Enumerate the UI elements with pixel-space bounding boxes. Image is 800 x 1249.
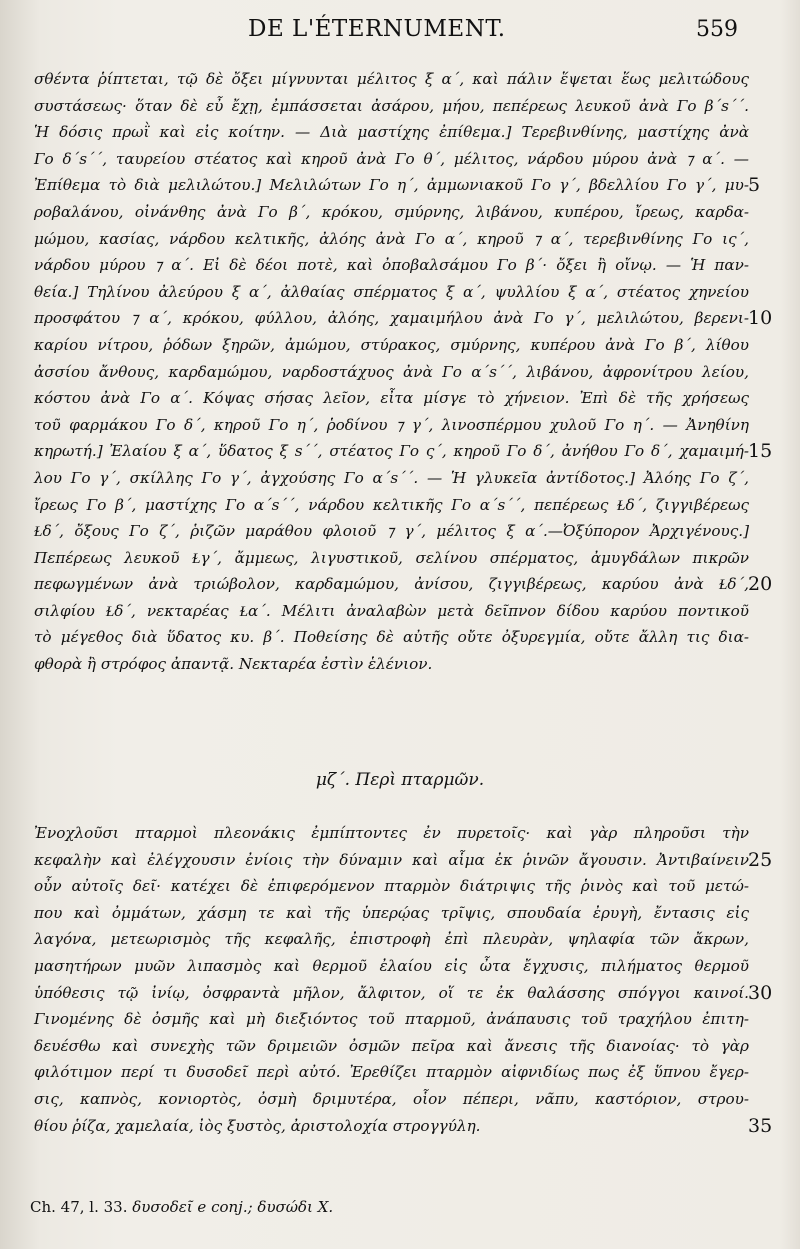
text-line [34, 651, 749, 678]
text-line [34, 226, 749, 253]
text-line [34, 545, 749, 572]
text-line [34, 119, 749, 146]
text-line-content: Γινομένης δὲ ὀσμῆς καὶ μὴ διεξιόντος τοῦ πταρμοῦ, ἀνάπαυσις τοῦ τραχήλου ἐπιτη- [34, 1010, 749, 1029]
text-line-content: Ἐπίθεμα τὸ διὰ μελιλώτου.] Μελιλώτων Γο η΄, ἀμμωνιακοῦ Γο γ΄, βδελλίου Γο γ΄, μυ- [34, 176, 749, 195]
text-line-content: θίου ῥίζα, χαμελαία, ἰὸς ξυστὸς, ἀριστολοχία στρογγύλη. [34, 1116, 481, 1135]
text-line-content: καρίου νίτρου, ῥόδων ξηρῶν, ἀμώμου, στύρακος, σμύρνης, κυπέρου ἀνὰ Γο β΄, λίθου [34, 335, 749, 354]
text-line-content: κόστου ἀνὰ Γο α΄. Κόψας σήσας λεῖον, εἶτα μίσγε τὸ χήνειον. Ἐπὶ δὲ τῆς χρήσεως [34, 389, 749, 408]
text-line-content: σιλφίου Ɫδ΄, νεκταρέας Ɫα΄. Μέλιτι ἀναλαβὼν μετὰ δεῖπνον δίδου καρύου ποντικοῦ [34, 601, 749, 620]
text-line-content: δευέσθω καὶ συνεχὴς τῶν δριμειῶν ὀσμῶν πεῖρα καὶ ἄνεσις τῆς διανοίας· τὸ γὰρ [34, 1036, 749, 1055]
text-line-content: Πεπέρεως λευκοῦ Ɫγ΄, ἄμμεως, λιγυστικοῦ, σελίνου σπέρματος, ἀμυγδάλων πικρῶν [34, 548, 749, 567]
text-line [34, 93, 749, 120]
text-line [34, 305, 773, 332]
text-line-content: μώμου, κασίας, νάρδου κελτικῆς, ἀλόης ἀνὰ Γο α΄, κηροῦ ⁊ α΄, τερεβινθίνης Γο ις΄, [34, 229, 749, 248]
text-line [34, 980, 773, 1007]
text-line [34, 252, 749, 279]
text-line [34, 279, 749, 306]
text-line-content: που καὶ ὀμμάτων, χάσμη τε καὶ τῆς ὑπερῴας τρῖψις, σπουδαία ἐρυγὴ, ἔντασις εἰς [34, 903, 749, 922]
footnote-ref: Ch. 47, l. 33. [30, 1198, 128, 1216]
text-line [34, 438, 773, 465]
text-line-content: τὸ μέγεθος διὰ ὕδατος κυ. β΄. Ποθείσης δὲ αὐτῆς οὔτε ὀξυρεγμία, οὔτε ἄλλη τις δια- [34, 628, 749, 647]
text-line [34, 146, 749, 173]
text-line [34, 359, 749, 386]
line-number: 25 [748, 848, 773, 871]
text-line-content: φθορὰ ἢ στρόφος ἀπαντᾷ. Νεκταρέα ἐστὶν ἑλένιον. [34, 655, 433, 674]
text-line-content: ἴρεως Γο β΄, μαστίχης Γο α΄s΄΄, νάρδου κελτικῆς Γο α΄s΄΄, πεπέρεως Ɫδ΄, ζιγγιβέρεως [34, 495, 749, 514]
line-number: 30 [748, 981, 773, 1004]
text-line-content: πεφωγμένων ἀνὰ τριώβολον, καρδαμώμου, ἀνίσου, ζιγγιβέρεως, καρύου ἀνὰ Ɫδ΄, [34, 575, 749, 594]
text-line [34, 926, 749, 953]
text-line [34, 412, 749, 439]
text-line [34, 66, 749, 93]
text-block-top [34, 66, 773, 678]
text-line [34, 847, 773, 874]
text-line-content: προσφάτου ⁊ α΄, κρόκου, φύλλου, ἀλόης, χαμαιμήλου ἀνὰ Γο γ΄, μελιλώτου, βερενι- [34, 309, 749, 328]
line-number: 20 [748, 573, 773, 596]
text-line-content: συστάσεως· ὅταν δὲ εὖ ἔχῃ, ἐμπάσσεται ἀσάρου, μήου, πεπέρεως λευκοῦ ἀνὰ Γο β΄s΄΄. [34, 96, 749, 115]
text-line-content: νάρδου μύρου ⁊ α΄. Εἰ δὲ δέοι ποτὲ, καὶ ὀποβαλσάμου Γο β΄· ὄξει ἢ οἴνῳ. — Ἡ παν- [34, 256, 749, 275]
text-line-content: οὖν αὐτοῖς δεῖ· κατέχει δὲ ἐπιφερόμενον πταρμὸν διάτριψις τῆς ῥινὸς καὶ τοῦ μετώ- [34, 877, 749, 896]
text-line-content: σθέντα ῥίπτεται, τῷ δὲ ὄξει μίγνυνται μέλιτος ξ α΄, καὶ πάλιν ἕψεται ἕως μελιτώδους [34, 70, 749, 88]
text-line [34, 1059, 749, 1086]
running-title: DE L'ÉTERNUMENT. [248, 16, 506, 42]
text-line-content: Γο δ΄s΄΄, ταυρείου στέατος καὶ κηροῦ ἀνὰ Γο θ΄, μέλιτος, νάρδου μύρου ἀνὰ ⁊ α΄. — [34, 149, 749, 168]
text-line-content: Ἐνοχλοῦσι πταρμοὶ πλεονάκις ἐμπίπτοντες ἐν πυρετοῖς· καὶ γὰρ πληροῦσι τὴν [34, 824, 749, 842]
footnote-text: δυσοδεῖ e conj.; δυσώδι X. [132, 1198, 334, 1216]
text-line-content: σις, καπνὸς, κονιορτὸς, ὀσμὴ δριμυτέρα, οἷον πέπερι, νᾶπυ, καστόριον, στρου- [34, 1089, 749, 1108]
text-line [34, 1086, 749, 1113]
text-line [34, 199, 749, 226]
text-line [34, 598, 749, 625]
text-line-content: ροβαλάνου, οἰνάνθης ἀνὰ Γο β΄, κρόκου, σμύρνης, λιβάνου, κυπέρου, ἴρεως, καρδα- [34, 202, 749, 221]
text-line [34, 385, 749, 412]
text-line-content: θεία.] Τηλίνου ἀλεύρου ξ α΄, ἀλθαίας σπέρματος ξ α΄, ψυλλίου ξ α΄, στέατος χηνείου [34, 282, 749, 301]
line-number: 5 [748, 174, 761, 197]
text-line-content: ὑπόθεσις τῷ ἰνίῳ, ὀσφραντὰ μῆλον, ἄλφιτον, οἵ τε ἐκ θαλάσσης σπόγγοι καινοί. [34, 983, 749, 1002]
page-number: 559 [696, 17, 738, 42]
line-number: 10 [748, 307, 773, 330]
text-line-content: λαγόνα, μετεωρισμὸς τῆς κεφαλῆς, ἐπιστροφὴ ἐπὶ πλευρὰν, ψηλαφία τῶν ἄκρων, [34, 930, 749, 949]
text-line [34, 1113, 773, 1140]
text-line [34, 172, 761, 199]
text-line-content: κεφαλὴν καὶ ἐλέγχουσιν ἐνίοις τὴν δύναμιν καὶ αἷμα ἐκ ῥινῶν ἄγουσιν. Ἀντιβαίνειν [34, 850, 749, 869]
text-line-content: φιλότιμον περί τι δυσοδεῖ περὶ αὐτό. Ἐρεθίζει πταρμὸν αἰφνιδίως πως ἐξ ὕπνου ἔγερ- [34, 1063, 749, 1082]
text-line [34, 873, 749, 900]
text-line [34, 900, 749, 927]
text-line-content: τοῦ φαρμάκου Γο δ΄, κηροῦ Γο η΄, ῥοδίνου ⁊ γ΄, λινοσπέρμου χυλοῦ Γο η΄. — Ἀνηθίνη [34, 415, 749, 434]
text-line [34, 492, 749, 519]
text-line-content: Ɫδ΄, ὄξους Γο ζ΄, ῥιζῶν μαράθου φλοιοῦ ⁊ γ΄, μέλιτος ξ α΄.—Ὀξύπορον Ἀρχιγένους.] [34, 522, 749, 541]
text-block-bottom [34, 820, 773, 1139]
section-heading: μζ΄. Περὶ πταρμῶν. [315, 770, 485, 790]
line-number: 35 [748, 1114, 773, 1137]
page-header [0, 14, 800, 50]
text-line [34, 332, 749, 359]
text-line [34, 465, 749, 492]
text-line [34, 953, 749, 980]
text-line-content: ἀσσίου ἄνθους, καρδαμώμου, ναρδοστάχυος ἀνὰ Γο α΄s΄΄, λιβάνου, ἀφρονίτρου λείου, [34, 362, 749, 381]
text-line [34, 518, 749, 545]
text-line [34, 1033, 749, 1060]
text-line [34, 624, 749, 651]
text-line [34, 820, 749, 847]
line-number: 15 [748, 440, 773, 463]
text-line-content: Ἡ δόσις πρωῒ καὶ εἰς κοίτην. — Διὰ μαστίχης ἐπίθεμα.] Τερεβινθίνης, μαστίχης ἀνὰ [34, 123, 749, 142]
text-line [34, 1006, 749, 1033]
text-line-content: μασητήρων μυῶν λιπασμὸς καὶ θερμοῦ ἐλαίου εἰς ὦτα ἔγχυσις, πιλήματος θερμοῦ [34, 956, 749, 975]
text-line [34, 571, 773, 598]
text-line-content: λου Γο γ΄, σκίλλης Γο γ΄, ἀγχούσης Γο α΄s΄΄. — Ἡ γλυκεῖα ἀντίδοτος.] Ἀλόης Γο ζ΄, [34, 468, 749, 487]
footnote [30, 1198, 333, 1216]
text-line-content: κηρωτή.] Ἐλαίου ξ α΄, ὕδατος ξ s΄΄, στέατος Γο ς΄, κηροῦ Γο δ΄, ἀνήθου Γο δ΄, χαμαιμή- [34, 442, 749, 461]
